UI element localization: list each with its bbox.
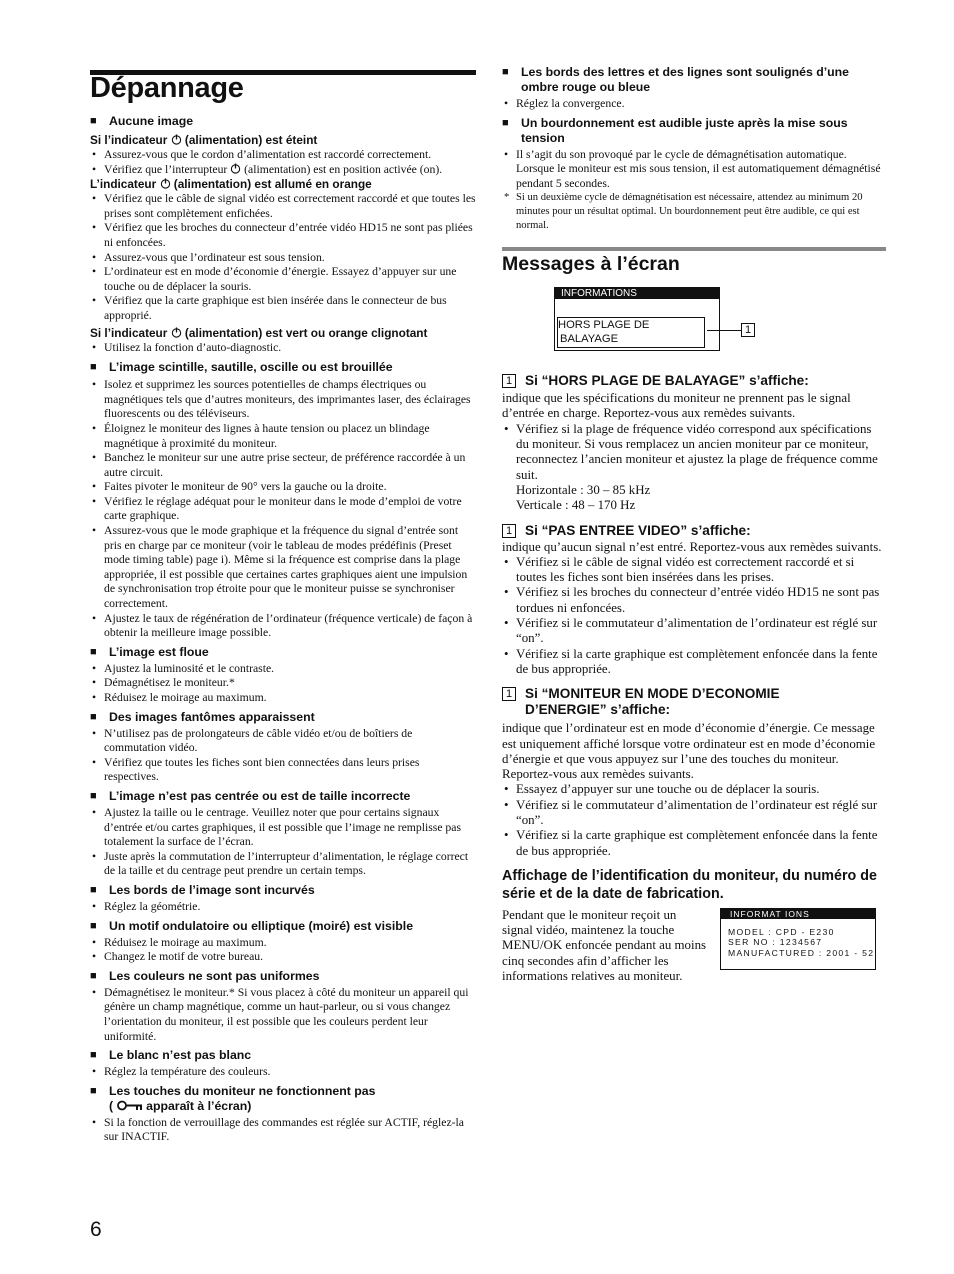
list-item: • Essayez d’appuyer sur une touche ou de déplacer la souris.: [502, 782, 886, 797]
list-item: • Banchez le moniteur sur une autre prise secteur, de préférence raccordée à un autre circuit.: [90, 451, 476, 480]
paragraph: indique qu’aucun signal n’est entré. Reportez-vous aux remèdes suivants.: [502, 539, 882, 554]
osd-title-bar: INFORMATIONS: [555, 288, 719, 299]
paragraph: indique que les spécifications du moniteur ne prennent pas le signal d’entrée en charge. Reportez-vous aux remèdes suivants.: [502, 391, 851, 421]
paragraph: Pendant que le moniteur reçoit un signal vidéo, maintenez la touche MENU/OK enfoncée pendant au moins cinq secondes afin d’afficher les informations relatives au moniteur.: [502, 907, 707, 984]
list-item: • Utilisez la fonction d’auto-diagnostic.: [90, 341, 476, 356]
list-item: • Démagnétisez le moniteur.*: [90, 676, 476, 691]
section-rule: [502, 247, 886, 251]
power-icon: [171, 327, 182, 338]
info-serial: SER NO : 1234567: [728, 937, 823, 948]
list-item: • Assurez-vous que le mode graphique et la fréquence du signal d’entrée sont pris en charge par ce moniteur (voir le tableau de modes prédéfinis (Preset mode timing table) page i). Même si la fréquence est comprise dans la plage appropriée, il est possible que certaines cartes graphiques aient une impulsion de synchronisation trop étroite pour que le moniteur puisse se synchroniser correctement.: [90, 524, 476, 612]
list-indicator-blinking: [90, 341, 476, 356]
list-item: • Vérifiez que toutes les fiches sont bien connectées dans leurs prises respectives.: [90, 756, 476, 785]
list-power-save: [502, 782, 886, 858]
list-colors: [90, 986, 476, 1044]
list-item: • Isolez et supprimez les sources potentielles de champs électriques ou magnétiques tels que d’autres moniteurs, des imprimantes laser, des éclairages fluorescents ou des téléviseurs.: [90, 378, 476, 422]
list-color-fringing: [502, 97, 886, 112]
right-column: [502, 65, 886, 1008]
section-white: ■ Le blanc n’est pas blanc: [90, 1048, 252, 1063]
subheading-indicator-off: Si l’indicateur (alimentation) est éteint: [90, 133, 318, 147]
list-item: • N’utilisez pas de prolongateurs de câble vidéo et/ou de boîtiers de commutation vidéo.: [90, 727, 476, 756]
info-screen: [720, 908, 876, 970]
power-icon: [160, 178, 171, 189]
list-item: • Vérifiez que les broches du connecteur d’entrée vidéo HD15 ne sont pas pliées ni enfoncées.: [90, 221, 476, 250]
list-item: • Vérifiez que le câble de signal vidéo est correctement raccordé et que toutes les prises sont complètement enfichées.: [90, 192, 476, 221]
list-item: • Il s’agit du son provoqué par le cycle de démagnétisation automatique. Lorsque le moniteur est mis sous tension, il est automatiquement démagnétisé pendant 5 secondes.: [502, 148, 886, 192]
paragraph: indique que l’ordinateur est en mode d’économie d’énergie. Ce message est uniquement affiché lorsque votre ordinateur est en mode d’économie d’énergie et que vous appuyez sur l’une des touches du moniteur. Reportez-vous aux remèdes suivants.: [502, 721, 876, 782]
list-item: • Assurez-vous que l’ordinateur est sous tension.: [90, 251, 476, 266]
footnote: * Si un deuxième cycle de démagnétisation est nécessaire, attendez au minimum 20 minutes pour un résultat optimal. Un bourdonnement peut être audible, ce qui est normal.: [502, 191, 886, 232]
list-blurry: [90, 662, 476, 706]
left-column: [90, 114, 476, 1145]
list-moire: [90, 936, 476, 965]
list-item: • Vérifiez si le commutateur d’alimentation de l’ordinateur est réglé sur “on”.: [502, 616, 886, 647]
list-item: • Si la fonction de verrouillage des commandes est réglée sur ACTIF, réglez-la sur INACTIF.: [90, 1116, 476, 1145]
list-item: • Démagnétisez le moniteur.* Si vous placez à côté du moniteur un appareil qui génère un champ magnétique, comme un haut-parleur, ou si vous changez l’orientation du moniteur, il est possible que les couleurs perdent leur uniformité.: [90, 986, 476, 1044]
list-out-of-range: [502, 422, 886, 514]
list-item: • Vérifiez si les broches du connecteur d’entrée vidéo HD15 ne sont pas tordues ni enfoncées.: [502, 585, 886, 616]
list-humming: [502, 148, 886, 192]
list-item: • Vérifiez que l’interrupteur (alimentation) est en position activée (on).: [90, 163, 476, 178]
page-number: 6: [90, 1218, 102, 1241]
section-humming: ■ Un bourdonnement est audible juste après la mise sous tension: [502, 115, 848, 145]
list-item: • Réduisez le moirage au maximum.: [90, 936, 476, 951]
list-item: • Réglez la géométrie.: [90, 900, 476, 915]
list-item: • Vérifiez si la carte graphique est complètement enfoncée dans la fente de bus appropriée.: [502, 828, 886, 859]
list-item: • Réglez la température des couleurs.: [90, 1065, 476, 1080]
section-buttons-locked: ■ Les touches du moniteur ne fonctionnent pas ( apparaît à l’écran): [90, 1083, 376, 1113]
section-blurry: ■ L’image est floue: [90, 644, 209, 659]
power-icon: [171, 134, 182, 145]
list-buttons-locked: [90, 1116, 476, 1145]
list-item: • Vérifiez le réglage adéquat pour le moniteur dans le mode d’emploi de votre carte graphique.: [90, 495, 476, 524]
list-item: • Vérifiez si le commutateur d’alimentation de l’ordinateur est réglé sur “on”.: [502, 798, 886, 829]
list-item: • Vérifiez si la plage de fréquence vidéo correspond aux spécifications du moniteur. Si vous remplacez un ancien moniteur par ce moniteur, reconnectez l’ancien moniteur et ajustez la plage de fréquence comme suit. Horizontale : 30 – 85 kHz Verticale : 48 – 170 Hz: [502, 422, 886, 514]
list-item: • Vérifiez que la carte graphique est bien insérée dans le connecteur de bus approprié.: [90, 294, 476, 323]
info-model: MODEL : CPD - E230: [728, 926, 835, 937]
page-title: Dépannage: [90, 72, 244, 104]
list-item: • Vérifiez si le câble de signal vidéo est correctement raccordé et si toutes les fiches sont bien insérées dans les prises.: [502, 555, 886, 586]
list-item: • L’ordinateur est en mode d’économie d’énergie. Essayez d’appuyer sur une touche ou de déplacer la souris.: [90, 265, 476, 294]
info-title-bar: INFORMAT IONS: [721, 909, 875, 919]
list-no-input: [502, 555, 886, 677]
list-indicator-off: [90, 148, 476, 177]
note-humming: [502, 191, 886, 232]
list-ghosting: [90, 727, 476, 785]
subheading-indicator-orange: L’indicateur (alimentation) est allumé en orange: [90, 177, 372, 192]
list-white: [90, 1065, 476, 1080]
section-moire: ■ Un motif ondulatoire ou elliptique (moiré) est visible: [90, 918, 414, 933]
osd-message-box: HORS PLAGE DE BALAYAGE: [557, 317, 705, 348]
section-no-image: ■ Aucune image: [90, 114, 194, 128]
osd-figure: [502, 287, 886, 363]
section-color-fringing: ■ Les bords des lettres et des lignes sont soulignés d’une ombre rouge ou bleue: [502, 65, 849, 94]
list-item: • Réglez la convergence.: [502, 97, 886, 112]
list-item: • Ajustez la taille ou le centrage. Veuillez noter que pour certains signaux d’entrée et/ou cartes graphiques, il est possible que l’image ne remplisse pas totalement la surface de l’écran.: [90, 806, 476, 850]
list-flicker: [90, 378, 476, 641]
heading-out-of-range: 1 Si “HORS PLAGE DE BALAYAGE” s’affiche:: [502, 373, 886, 389]
callout-line: [707, 330, 741, 331]
section-flicker: ■ L’image scintille, sautille, oscille ou est brouillée: [90, 360, 393, 375]
list-indicator-orange: [90, 192, 476, 323]
callout-number: 1: [741, 323, 755, 337]
list-item: • Éloignez le moniteur des lignes à haute tension ou placez un blindage magnétique à proximité du moniteur.: [90, 422, 476, 451]
list-item: • Faites pivoter le moniteur de 90° vers la gauche ou la droite.: [90, 480, 476, 495]
list-centering: [90, 806, 476, 879]
section-curved-edges: ■ Les bords de l’image sont incurvés: [90, 882, 315, 897]
heading-monitor-id: Affichage de l’identification du moniteur, du numéro de série et de la date de fabrication.: [502, 867, 877, 902]
list-item: • Vérifiez si la carte graphique est complètement enfoncée dans la fente de bus appropriée.: [502, 647, 886, 678]
list-curved-edges: [90, 900, 476, 915]
info-manufactured: MANUFACTURED : 2001 - 52: [728, 947, 875, 958]
list-item: • Changez le motif de votre bureau.: [90, 950, 476, 965]
section-colors: ■ Les couleurs ne sont pas uniformes: [90, 968, 320, 983]
subheading-indicator-blinking: Si l’indicateur (alimentation) est vert ou orange clignotant: [90, 325, 428, 340]
monitor-id-block: [502, 908, 886, 1008]
list-item: • Réduisez le moirage au maximum.: [90, 691, 476, 706]
list-item: • Assurez-vous que le cordon d’alimentation est raccordé correctement.: [90, 148, 476, 163]
power-icon: [230, 163, 241, 174]
list-item: • Juste après la commutation de l’interrupteur d’alimentation, le réglage correct de la taille et du centrage peut prendre un certain temps.: [90, 850, 476, 879]
heading-power-save: 1 Si “MONITEUR EN MODE D’ECONOMIE D’ENERGIE” s’affiche:: [502, 686, 886, 718]
section-heading-messages: Messages à l’écran: [502, 253, 680, 276]
key-icon: [117, 1100, 143, 1111]
section-centering: ■ L’image n’est pas centrée ou est de taille incorrecte: [90, 788, 411, 803]
list-item: • Ajustez le taux de régénération de l’ordinateur (fréquence verticale) de façon à obtenir la meilleure image possible.: [90, 612, 476, 641]
list-item: • Ajustez la luminosité et le contraste.: [90, 662, 476, 677]
section-ghosting: ■ Des images fantômes apparaissent: [90, 709, 315, 724]
osd-screen: [554, 287, 720, 351]
heading-no-input: 1 Si “PAS ENTREE VIDEO” s’affiche:: [502, 523, 886, 539]
